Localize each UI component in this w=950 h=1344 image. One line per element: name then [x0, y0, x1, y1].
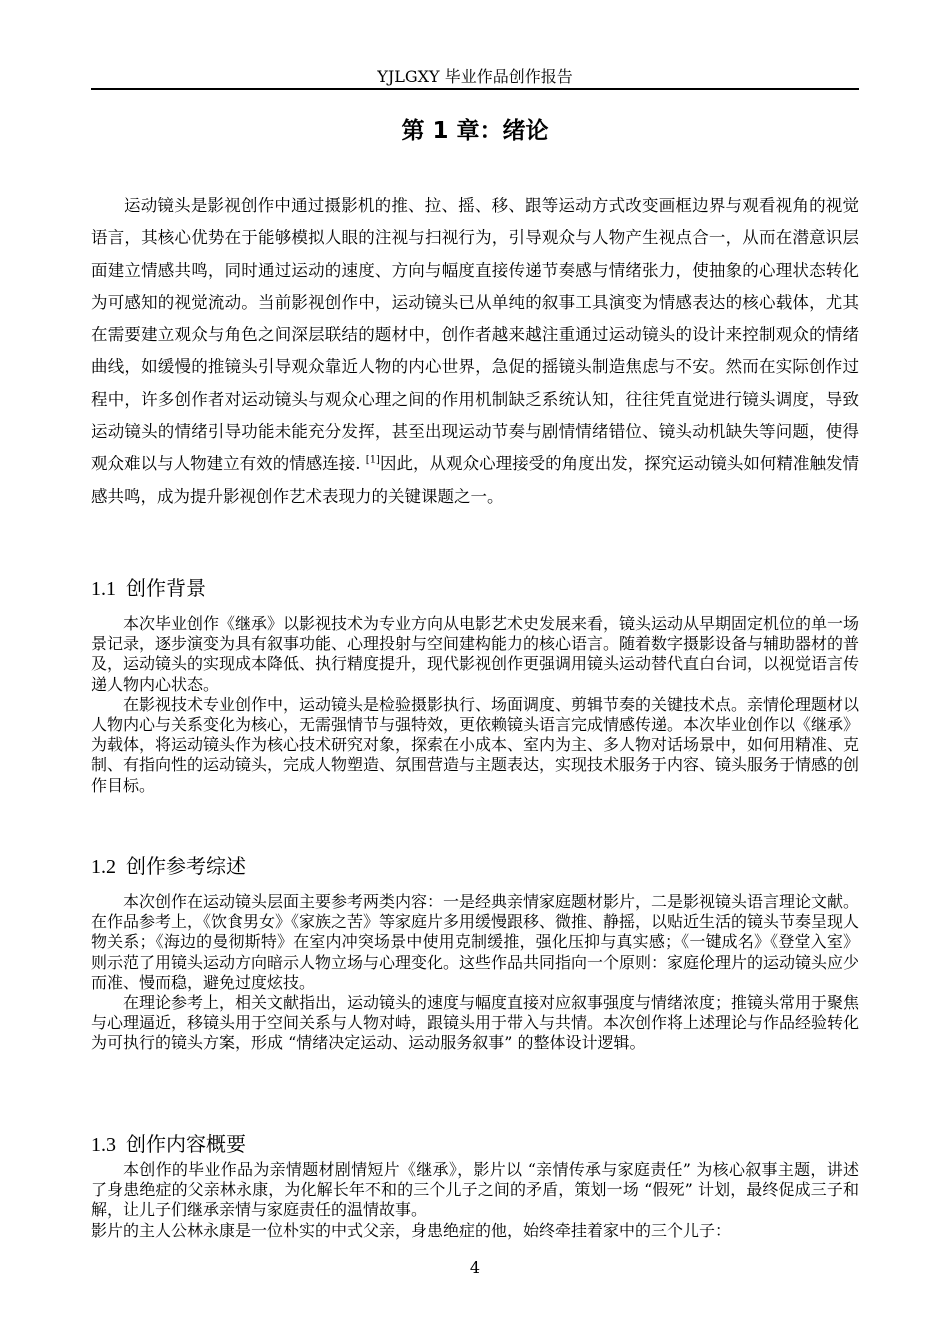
section-body-1-2 — [91, 892, 859, 1054]
section-number: 1.1 — [91, 578, 116, 600]
section-heading-1-1 — [91, 574, 859, 603]
paragraph: 在作品参考上，《饮食男女》《家族之苦》等家庭片多用缓慢跟移、微推、静摇，以贴近生活的镜头节奏呈现人物关系；《海边的曼彻斯特》在室内冲突场景中使用克制缓推，强化压抑与真实感；《一键成名》《登堂入室》则示范了用镜头运动方向暗示人物立场与心理变化。这些作品共同指向一个原则：家庭伦理片的运动镜头应少而准、慢而稳，避免过度炫技。 — [91, 912, 860, 992]
paragraph: 本创作的毕业作品为亲情题材剧情短片《继承》，影片以 “亲情传承与家庭责任” 为核心叙事主题，讲述了身患绝症的父亲林永康，为化解长年不和的三个儿子之间的矛盾，策划一场 “假死” 计划，最终促成三子和解，让儿子们继承亲情与家庭责任的温情故事。 — [91, 1160, 859, 1220]
section-heading-1-2 — [91, 852, 859, 881]
page-number: 4 — [469, 1258, 481, 1277]
section-title: 创作参考综述 — [126, 854, 246, 878]
section-heading-1-3 — [91, 1130, 859, 1159]
citation-marker: [1] — [365, 454, 380, 466]
paragraph: 在影视技术专业创作中，运动镜头是检验摄影执行、场面调度、剪辑节奏的关键技术点。亲情伦理题材以人物内心与关系变化为核心，无需强情节与强特效，更依赖镜头语言完成情感传递。本次毕业创作以《继承》为载体，将运动镜头作为核心技术研究对象，探索在小成本、室内为主、多人物对话场景中，如何用精准、克制、有指向性的运动镜头，完成人物塑造、氛围营造与主题表达，实现技术服务于内容、镜头服务于情感的创作目标。 — [91, 694, 860, 795]
running-header: YJLGXY 毕业作品创作报告 — [377, 67, 573, 86]
paragraph: 本次创作在运动镜头层面主要参考两类内容：一是经典亲情家庭题材影片，二是影视镜头语言理论文献。 — [123, 892, 860, 911]
section-number: 1.2 — [91, 856, 116, 878]
header-rule — [91, 88, 859, 90]
intro-text-part1: 运动镜头是影视创作中通过摄影机的推、拉、摇、移、跟等运动方式改变画框边界与观看视角的视觉语言，其核心优势在于能够模拟人眼的注视与扫视行为，引导观众与人物产生视点合一，从而在潜意识层面建立情感共鸣，同时通过运动的速度、方向与幅度直接传递节奏感与情绪张力，使抽象的心理状态转化为可感知的视觉流动。当前影视创作中，运动镜头已从单纯的叙事工具演变为情感表达的核心载体，尤其在需要建立观众与角色之间深层联结的题材中，创作者越来越注重通过运动镜头的设计来控制观众的情绪曲线，如缓慢的推镜头引导观众靠近人物的内心世界，急促的摇镜头制造焦虑与不安。然而在实际创作过程中，许多创作者对运动镜头与观众心理之间的作用机制缺乏系统认知，往往凭直觉进行镜头调度，导致运动镜头的情绪引导功能未能充分发挥，甚至出现运动节奏与剧情情绪错位、镜头动机缺失等问题，使得观众难以与人物建立有效的情感连接. — [91, 196, 859, 474]
paragraph: 本次毕业创作《继承》以影视技术为专业方向从电影艺术史发展来看，镜头运动从早期固定机位的单一场景记录，逐步演变为具有叙事功能、心理投射与空间建构能力的核心语言。随着数字摄影设备与辅助器材的普及，运动镜头的实现成本降低、执行精度提升，现代影视创作更强调用镜头运动替代直白台词，以视觉语言传递人物内心状态。 — [91, 614, 860, 694]
section-body-1-1 — [91, 614, 859, 796]
section-title: 创作内容概要 — [126, 1132, 246, 1156]
intro-paragraph — [91, 190, 859, 513]
section-body-1-3 — [91, 1160, 859, 1241]
section-title: 创作背景 — [126, 576, 206, 600]
intro-text-part2: 因此，从观众心理接受的角度出发，探究运动镜头如何精准触发情感共鸣，成为提升影视创作艺术表现力的关键课题之一。 — [91, 454, 859, 506]
paragraph: 影片的主人公林永康是一位朴实的中式父亲，身患绝症的他，始终牵挂着家中的三个儿子： — [91, 1220, 732, 1240]
paragraph: 在理论参考上，相关文献指出，运动镜头的速度与幅度直接对应叙事强度与情绪浓度；推镜头常用于聚焦与心理逼近，移镜头用于空间关系与人物对峙，跟镜头用于带入与共情。本次创作将上述理论与作品经验转化为可执行的镜头方案，形成 “情绪决定运动、运动服务叙事” 的整体设计逻辑。 — [91, 993, 860, 1053]
chapter-title: 第 1 章：绪论 — [401, 118, 549, 144]
section-number: 1.3 — [91, 1134, 116, 1156]
